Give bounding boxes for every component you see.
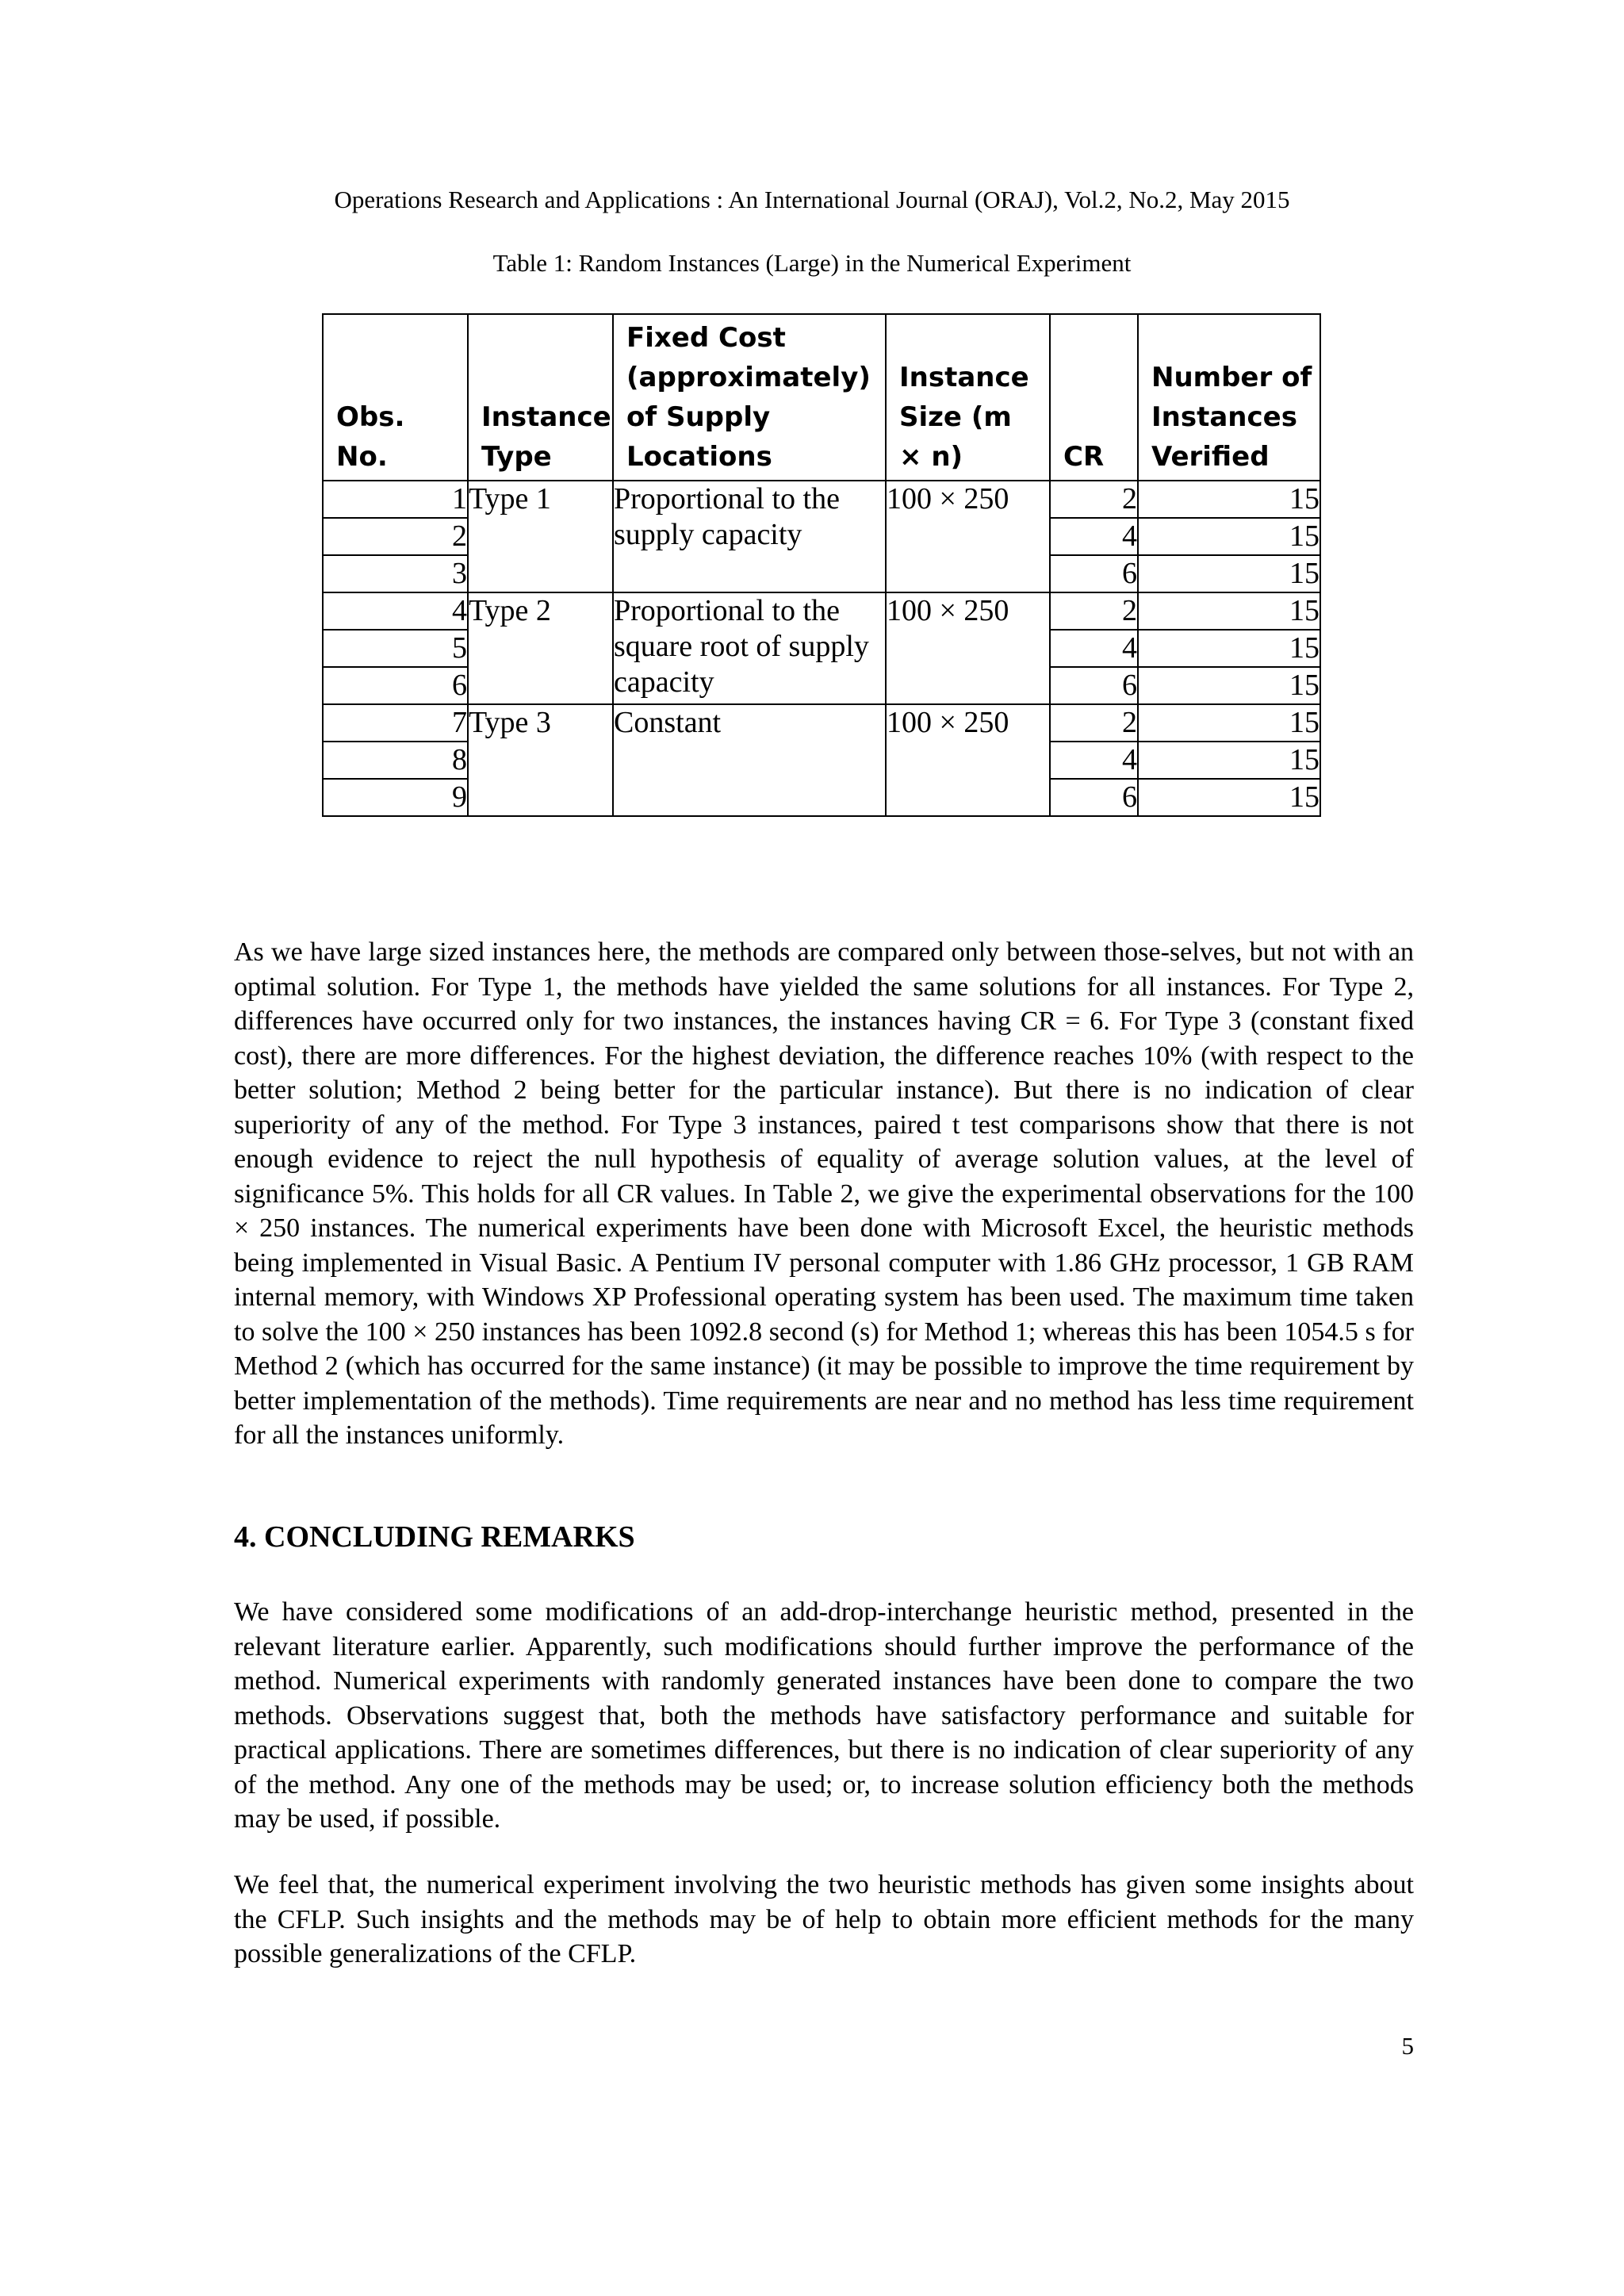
cell-obs-no: 7	[323, 704, 468, 742]
cell-number-verified: 15	[1138, 518, 1320, 555]
cell-number-verified: 15	[1138, 630, 1320, 667]
cell-cr: 4	[1050, 742, 1138, 779]
cell-fixed-cost: Proportional to the square root of supply capacity	[613, 592, 886, 704]
col-header-obs-no: Obs. No.	[323, 314, 468, 481]
col-header-number-verified: Number of Instances Verified	[1138, 314, 1320, 481]
cell-instance-type: Type 1	[468, 481, 613, 592]
table-row	[323, 704, 1320, 742]
cell-cr: 6	[1050, 555, 1138, 592]
cell-number-verified: 15	[1138, 667, 1320, 704]
cell-obs-no: 6	[323, 667, 468, 704]
cell-obs-no: 4	[323, 592, 468, 630]
cell-number-verified: 15	[1138, 704, 1320, 742]
cell-number-verified: 15	[1138, 555, 1320, 592]
cell-instance-size: 100 × 250	[886, 592, 1050, 704]
cell-number-verified: 15	[1138, 779, 1320, 816]
table-caption: Table 1: Random Instances (Large) in the Numerical Experiment	[492, 249, 1132, 277]
cell-obs-no: 5	[323, 630, 468, 667]
random-instances-table	[322, 313, 1321, 817]
cell-instance-size: 100 × 250	[886, 481, 1050, 592]
col-header-instance-type: Instance Type	[468, 314, 613, 481]
table-row	[323, 592, 1320, 630]
cell-cr: 2	[1050, 704, 1138, 742]
cell-number-verified: 15	[1138, 592, 1320, 630]
table-row	[323, 481, 1320, 518]
cell-cr: 6	[1050, 779, 1138, 816]
cell-number-verified: 15	[1138, 481, 1320, 518]
cell-cr: 2	[1050, 481, 1138, 518]
col-header-cr: CR	[1050, 314, 1138, 481]
results-table-wrapper	[322, 313, 1321, 817]
cell-obs-no: 1	[323, 481, 468, 518]
cell-number-verified: 15	[1138, 742, 1320, 779]
cell-obs-no: 3	[323, 555, 468, 592]
cell-fixed-cost: Proportional to the supply capacity	[613, 481, 886, 592]
col-header-instance-size: Instance Size (m × n)	[886, 314, 1050, 481]
cell-instance-type: Type 2	[468, 592, 613, 704]
body-paragraph-comparison: As we have large sized instances here, the methods are compared only between those-selves, but not with an optimal solution. For Type 1, the methods have yielded the same solutions for all instances. For Type 2, differences have occurred only for two instances, the instances having CR = 6. For Type 3 (constant fixed cost), there are more differences. For the highest deviation, the difference reaches 10% (with respect to the better solution; Method 2 being better for the particular instance). But there is no indication of clear superiority of any of the method. For Type 3 instances, paired t test comparisons show that there is not enough evidence to reject the null hypothesis of equality of average solution values, at the level of significance 5%. This holds for all CR values. In Table 2, we give the experimental observations for the 100 × 250 instances. The numerical experiments have been done with Microsoft Excel, the heuristic methods being implemented in Visual Basic. A Pentium IV personal computer with 1.86 GHz processor, 1 GB RAM internal memory, with Windows XP Professional operating system has been used. The maximum time taken to solve the 100 × 250 instances has been 1092.8 second (s) for Method 1; whereas this has been 1054.5 s for Method 2 (which has occurred for the same instance) (it may be possible to improve the time requirement by better implementation of the methods). Time requirements are near and no method has less time requirement for all the instances uniformly.	[234, 937, 1414, 1450]
page-number: 5	[1401, 2032, 1414, 2060]
cell-fixed-cost: Constant	[613, 704, 886, 816]
section-heading-concluding-remarks: 4. CONCLUDING REMARKS	[234, 1520, 635, 1554]
cell-obs-no: 2	[323, 518, 468, 555]
cell-obs-no: 8	[323, 742, 468, 779]
cell-cr: 4	[1050, 518, 1138, 555]
cell-instance-size: 100 × 250	[886, 704, 1050, 816]
body-paragraph-insights: We feel that, the numerical experiment involving the two heuristic methods has given some insights about the CFLP. Such insights and the methods may be of help to obtain more efficient methods for the many possible generalizations of the CFLP.	[234, 1870, 1414, 1968]
cell-cr: 2	[1050, 592, 1138, 630]
body-paragraph-conclusion: We have considered some modifications of an add-drop-interchange heuristic method, presented in the relevant literature earlier. Apparently, such modifications should further improve the performance of the method. Numerical experiments with randomly generated instances have been done to compare the two methods. Observations suggest that, both the methods have satisfactory performance and suitable for practical applications. There are sometimes differences, but there is no indication of clear superiority of any of the method. Any one of the methods may be used; or, to increase solution efficiency both the methods may be used, if possible.	[234, 1597, 1414, 1834]
cell-obs-no: 9	[323, 779, 468, 816]
table-header-row	[323, 314, 1320, 481]
cell-instance-type: Type 3	[468, 704, 613, 816]
col-header-fixed-cost: Fixed Cost (approximately) of Supply Locations	[613, 314, 886, 481]
cell-cr: 4	[1050, 630, 1138, 667]
running-header: Operations Research and Applications : An International Journal (ORAJ), Vol.2, No.2, May 2015	[334, 186, 1290, 213]
cell-cr: 6	[1050, 667, 1138, 704]
